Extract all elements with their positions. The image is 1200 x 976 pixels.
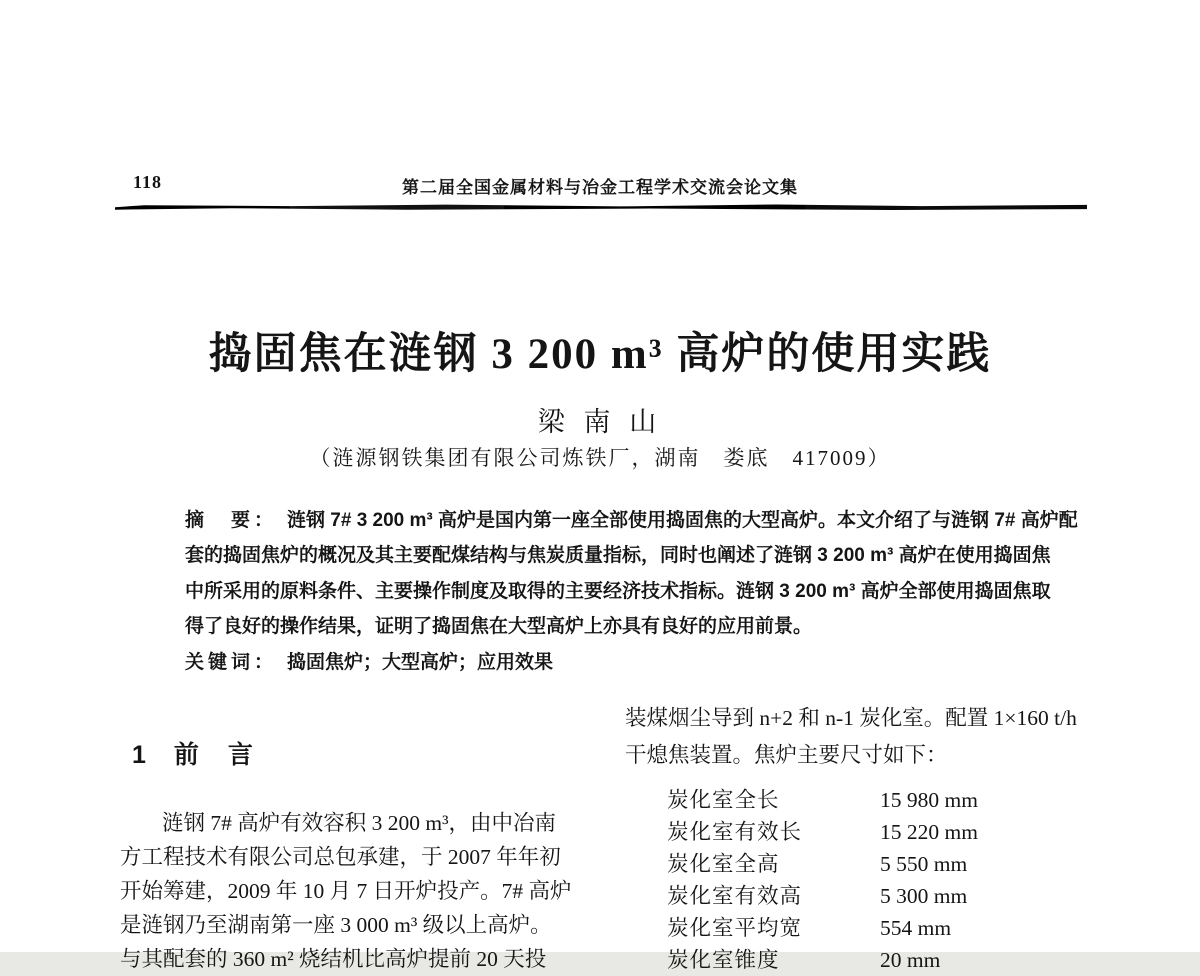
dimension-label: 炭化室有效长 [667,820,803,844]
section-1-heading [132,738,590,772]
article-author: 梁 南 山 [537,407,663,437]
dimension-label: 炭化室有效高 [667,884,803,908]
section-number: 1 [132,741,148,769]
right-column-line: 装煤烟尘导到 n+2 和 n-1 炭化室。配置 1×160 t/h [625,706,1077,730]
abstract-line: 得了良好的操作结果，证明了捣固焦在大型高炉上亦具有良好的应用前景。 [185,616,813,638]
section-1-paragraph [120,806,590,976]
dimension-value: 15 220 mm [880,820,978,844]
keywords-label: 关键词： [185,651,278,673]
dimension-row [625,912,1090,944]
dimension-value: 5 300 mm [880,884,968,908]
dimension-row [625,880,1090,912]
keywords-text: 捣固焦炉；大型高炉；应用效果 [287,651,554,673]
abstract-block [185,503,1078,680]
dimension-label: 炭化室全高 [667,852,780,876]
section-title: 前 言 [173,741,255,769]
article-affiliation: （涟源钢铁集团有限公司炼铁厂，湖南 娄底 417009） [309,446,891,470]
dimension-label: 炭化室锥度 [667,948,780,972]
paragraph-line: 与其配套的 360 m² 烧结机比高炉提前 20 天投 [120,947,547,971]
dimension-value: 554 mm [880,916,952,940]
page-number: 118 [133,172,163,192]
header-rule [115,204,1087,210]
article-title: 捣固焦在涟钢 3 200 m³ 高炉的使用实践 [208,330,992,378]
oven-dimension-list [625,784,1090,976]
dimension-row [625,816,1090,848]
left-column [120,738,590,976]
paragraph-line: 是涟钢乃至湖南第一座 3 000 m³ 级以上高炉。 [120,913,552,937]
dimension-label: 炭化室全长 [667,788,780,812]
dimension-value: 5 550 mm [880,852,968,876]
dimension-row [625,784,1090,816]
dimension-value: 15 980 mm [880,788,978,812]
dimension-row [625,944,1090,976]
abstract-text: 涟钢 7# 3 200 m³ 高炉是国内第一座全部使用捣固焦的大型高炉。本文介绍了与涟钢 7# 高炉配 [287,510,1078,531]
right-column [625,700,1090,976]
paragraph-line: 涟钢 7# 高炉有效容积 3 200 m³，由中冶南 [162,811,557,835]
abstract-label: 摘 要： [185,510,278,531]
running-head [0,170,1200,198]
paragraph-line: 方工程技术有限公司总包承建，于 2007 年年初 [120,845,561,869]
abstract-line: 套的捣固焦炉的概况及其主要配煤结构与焦炭质量指标，同时也阐述了涟钢 3 200 m³ 高炉在使用捣固焦 [185,545,1051,567]
dimension-row [625,848,1090,880]
dimension-label: 炭化室平均宽 [667,916,803,940]
abstract-line: 中所采用的原料条件、主要操作制度及取得的主要经济技术指标。涟钢 3 200 m³ 高炉全部使用捣固焦取 [185,580,1051,602]
right-column-line: 干熄焦装置。焦炉主要尺寸如下： [625,743,948,767]
paragraph-line: 开始筹建，2009 年 10 月 7 日开炉投产。7# 高炉 [120,879,572,903]
dimension-value: 20 mm [880,948,941,972]
abstract-line [185,503,1078,538]
keywords-line [185,645,1045,680]
proceedings-title: 第二届全国金属材料与冶金工程学术交流会论文集 [402,178,798,197]
